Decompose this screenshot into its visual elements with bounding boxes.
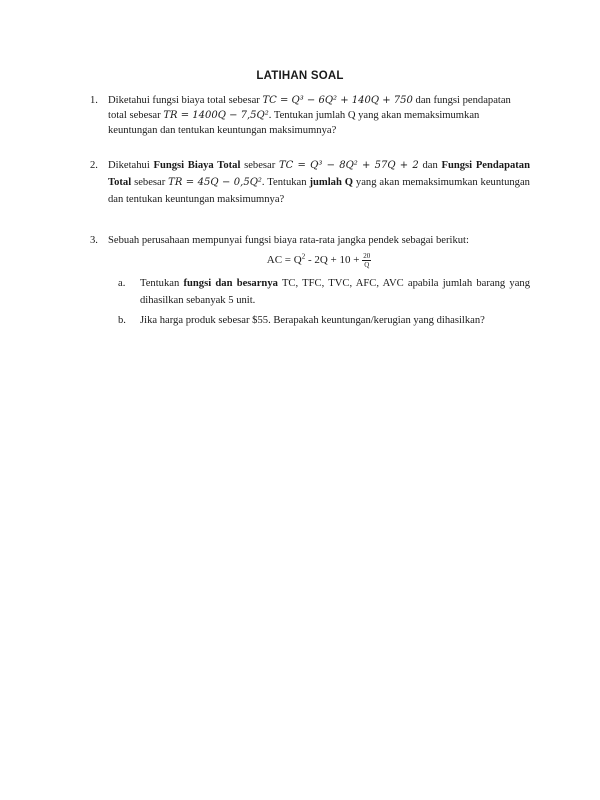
bold-term: Fungsi Biaya Total [153,160,241,171]
formula-exponent: 2 [301,252,306,261]
sub-question-b [108,313,530,328]
text-segment: sebesar [131,177,169,188]
bold-term: fungsi dan besarnya [183,278,278,289]
question-body [108,233,530,328]
question-text [108,93,530,138]
sub-question-label: b. [118,315,126,326]
tc-formula: TC = Q³ − 8Q² + 57Q + 2 [278,160,419,171]
ac-formula [108,252,530,269]
question-text [108,157,530,208]
text-segment: sebesar [240,160,279,171]
tr-formula: TR = 1400Q − 7,5Q² [163,110,269,121]
text-segment: dan [418,160,442,171]
text-segment: Diketahui [108,160,154,171]
fraction-denominator: Q [364,261,370,269]
sub-question-a [108,275,530,309]
text-segment: Jika harga produk sebesar $55. Berapakah keuntungan/kerugian yang dihasilkan? [140,315,485,326]
text-segment: yang akan memaksimumkan keuntungan dan tentukan keuntungan maksimumnya? [108,177,530,205]
text-segment: . Tentukan [261,177,310,188]
text-segment: TC, TFC, TVC, AFC, AVC apabila jumlah barang yang dihasilkan sebanyak 5 unit. [140,278,530,306]
sub-question-label: a. [118,278,126,289]
text-segment: Diketahui fungsi biaya total sebesar [108,95,263,106]
page-title: LATIHAN SOAL [256,70,344,82]
text-segment: Tentukan [140,278,184,289]
text-segment: dan fungsi pendapatan total sebesar [108,95,511,121]
question-number: 2. [90,160,98,171]
question-text: Sebuah perusahaan mempunyai fungsi biaya rata-rata jangka pendek sebagai berikut: [108,235,469,246]
bold-term: Fungsi Pendapatan Total [108,160,530,188]
bold-term: jumlah Q [309,177,353,188]
formula-part: AC = Q [266,254,302,267]
question-number: 3. [90,235,98,246]
formula-part: - 2Q + 10 + [305,254,363,267]
tc-formula: TC = Q³ − 6Q² + 140Q + 750 [262,95,413,106]
tr-formula: TR = 45Q − 0,5Q² [168,177,262,188]
fraction-numerator: 20 [363,252,371,260]
formula-fraction [362,252,371,269]
text-segment: . Tentukan jumlah Q yang akan memaksimumkan keuntungan dan tentukan keuntungan maksimumnya? [108,110,480,136]
question-number: 1. [90,95,98,106]
